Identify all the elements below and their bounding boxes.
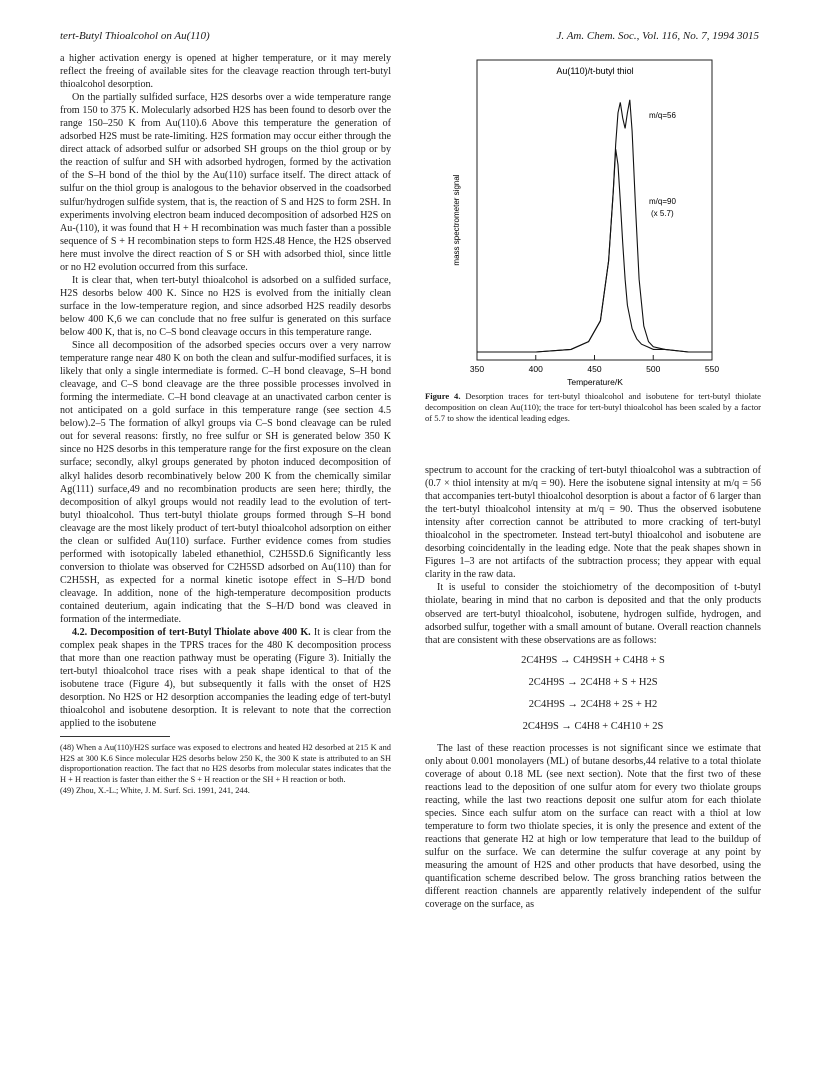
x-tick-label: 450 (587, 364, 602, 374)
footnote-divider (60, 736, 170, 737)
x-tick-label: 350 (469, 364, 485, 374)
figure-caption (425, 391, 761, 424)
trace-label-mq90: m/q=90 (649, 197, 676, 206)
footnote-48: (48) When a Au(110)/H2S surface was exposed to electrons and heated H2 desorbed at 215 K and H2S at 300 K.6 Since molecular H2S desorbs below 250 K, the 300 K state is attributed to an SH disproportionation reaction. The fact that no H2S desorbs from molecular states indicates that the H + H reaction is faster than either the S + H reaction or the SH + H reaction or both. (60, 743, 391, 784)
section-paragraph (60, 626, 391, 730)
paragraph: The last of these reaction processes is not significant since we estimate that only about 0.001 monolayers (ML) of butane desorbs,44 relative to a total thiolate coverage of about 0.18 ML (see next section). Note that the first two of these reactions lead to the deposition of one sulfur atom for every two thiolate groups reacting, while the last two reactions deposit one sulfur atom for each thiolate species. Since each sulfur atom on the surface can react with a thiol at low temperature to form two thiolate species, it is only the presence and extent of the reactions that generate H2 at high or low temperature that lead to the buildup of sulfur on the surface. We can determine the sulfur coverage at any point by measuring the amount of H2S and other products that have desorbed, using the quantification scheme described below. The gross branching ratios between the different reaction channels are apparently relatively independent of the sulfur coverage on the surface, as (425, 742, 761, 911)
x-tick-label: 400 (528, 364, 543, 374)
paragraph: It is useful to consider the stoichiometry of the decomposition of t-butyl thiolate, bearing in mind that no carbon is deposited and that the only products observed are tert-butyl thioalcohol, isobutene, hydrogen sulfide, hydrogen, and adsorbed sulfur, together with a small amount of butane. Overall reaction channels that are consistent with these observations are as follows: (425, 582, 761, 646)
trace-mq90 (477, 149, 712, 352)
paragraph: It is clear from the complex peak shapes in the TPRS traces for the 480 K decomposition process that more than one reaction pathway must be operating (Figure 3). Initially the tert-butyl thioalcohol trace rises with a peak shape identical to that of the isobutene trace (Figure 4), but subsequently it falls with the onset of H2S desorption. No H2S or H2 desorption accompanies the leading edge of tert-butyl thioalcohol and isobutene desorption. It is relevant to note that the correction applied to the isobutene (60, 627, 391, 730)
paragraph: spectrum to account for the cracking of tert-butyl thioalcohol was a subtraction of (0.7 × thiol intensity at m/q = 90). Here the isobutene signal intensity at m/q = 56 that accompanies tert-butyl thioalcohol desorption is about a factor of 6 larger than the tert-butyl thioalcohol intensity at m/q = 90. Thus the observed isobutene intensity after correction cannot be attributed to more cracking of tert-butyl thioalcohol in the spectrometer. Instead tert-butyl thioalcohol and isobutene are desorbing coincidentally in the leading edge. Note that the peak shapes shown in Figures 1–3 are not artifacts of the subtraction process; they appear with equal clarity in the raw data. (425, 465, 761, 581)
section-heading: 4.2. Decomposition of tert-Butyl Thiolate above 400 K. (72, 627, 311, 639)
running-header-title: tert-Butyl Thioalcohol on Au(110) (60, 30, 210, 42)
paragraph: On the partially sulfided surface, H2S desorbs over a wide temperature range from 150 to 375 K. Molecularly adsorbed H2S has been found to desorb over the range 150–250 K from Au(110).6 Above this temperature the generation of adsorbed H2S must be rate-limiting. H2S formation may occur either through the direct attack of adsorbed sulfur or adsorbed SH groups on the thiol group or by the reaction of sulfur and SH with adsorbed hydrogen, formed by the activation of the S–H bond of the thiol by the Au(110) surface itself. The direct attack of sulfur on the thiol group is analogous to the behavior observed in the coadsorbed sulfur/hydrogen sulfide system, that is, the reaction of S and H2S to form 2SH. In experiments involving electron beam induced decomposition of adsorbed H2S on Au-(110), it was found that H + H recombination was much faster than a possible sequence of S + H recombination steps to form H2S.48 Hence, the H2S observed here must involve the direct reaction of S or SH with adsorbed thiol, since little or no H2 evolution occurred from this surface. (60, 92, 391, 273)
plot-frame (477, 60, 712, 360)
trace-label-mq56: m/q=56 (649, 111, 676, 120)
footnote-49: (49) Zhou, X.-L.; White, J. M. Surf. Sci. 1991, 241, 244. (60, 786, 250, 796)
left-column (60, 52, 391, 796)
panel-title: Au(110)/t-butyl thiol (556, 66, 634, 76)
right-column (425, 464, 761, 911)
x-tick-label: 550 (704, 364, 720, 374)
equation-3: 2C4H9S → 2C4H8 + 2S + H2 (528, 698, 658, 710)
running-header (60, 30, 759, 46)
trace-mq56 (477, 100, 712, 352)
figure-caption-text: Desorption traces for tert-butyl thioalcohol and isobutene for tert-butyl thiolate decomposition on clean Au(110); the trace for tert-butyl thioalcohol has been scaled by a factor of 5.7 to show the identical leading edges. (425, 391, 762, 423)
equation-1: 2C4H9S → C4H9SH + C4H8 + S (521, 654, 665, 666)
running-header-citation: J. Am. Chem. Soc., Vol. 116, No. 7, 1994 3015 (556, 30, 759, 42)
trace-label-scale: (x 5.7) (651, 209, 674, 218)
equation-4: 2C4H9S → C4H8 + C4H10 + 2S (522, 720, 664, 732)
figure-caption-label: Figure 4. (425, 391, 461, 401)
x-tick-label: 500 (646, 364, 661, 374)
y-axis-label: mass spectrometer signal (452, 174, 461, 266)
equation-2: 2C4H9S → 2C4H8 + S + H2S (528, 676, 658, 688)
paragraph: a higher activation energy is opened at higher temperature, or it may merely reflect the freeing of available sites for the cleavage reaction through tert-butyl thioalcohol desorption. (60, 53, 391, 91)
paragraph: Since all decomposition of the adsorbed species occurs over a very narrow temperature range near 480 K on both the clean and sulfur-modified surfaces, it is likely that only a single intermediate is formed. C–H bond cleavage, S–H bond cleavage, and C–S bond cleavage are the three possible processes involved in forming the intermediate. C–H bond cleavage at an unactivated carbon center is not anticipated on a gold surface in this temperature range (see section 4.5 below).2–5 The formation of alkyl groups via C–S bond cleavage can be ruled out for several reasons: firstly, no free sulfur or SH is generated below 350 K since no H2S desorbs in this temperature range for the first exposure on the clean surface; secondly, alkyl groups generated by photon induced decomposition of alkyl halides desorb recombinatively below 200 K from the chemically similar Ag(111) surface,49 and no recombination products are seen here; thirdly, the decomposition of alkyl groups would not readily lead to the evolution of tert-butyl thioalcohol. Thus tert-butyl thiolate groups formed through S–H bond cleavage are the most likely product of tert-butyl thioalcohol adsorption on either the clean or sulfided Au(110) surface. Further evidence comes from studies performed with isotopically labeled ethanethiol, C2H5SD.6 Significantly less conversion to thiolate was observed for C2H5SD adsorbed on Au(110) than for C2H5SH, as expected for a normal kinetic isotope effect in S–H/D bond cleavage. In addition, none of the high-temperature decomposition products contained deuterium, again indicating that the S–H/D bond was cleaved in formation of the intermediate. (60, 340, 391, 626)
desorption-chart (425, 52, 761, 392)
x-axis-label: Temperature/K (567, 377, 623, 387)
paragraph: It is clear that, when tert-butyl thioalcohol is adsorbed on a sulfided surface, H2S desorbs below 400 K. Since no H2S is evolved from the initially clean surface in the low-temperature region, and since adsorbed H2S readily desorbs below 400 K,6 we can conclude that no free sulfur is generated on this surface below 400 K, that is, no C–S bond cleavage occurs in this temperature range. (60, 274, 391, 338)
